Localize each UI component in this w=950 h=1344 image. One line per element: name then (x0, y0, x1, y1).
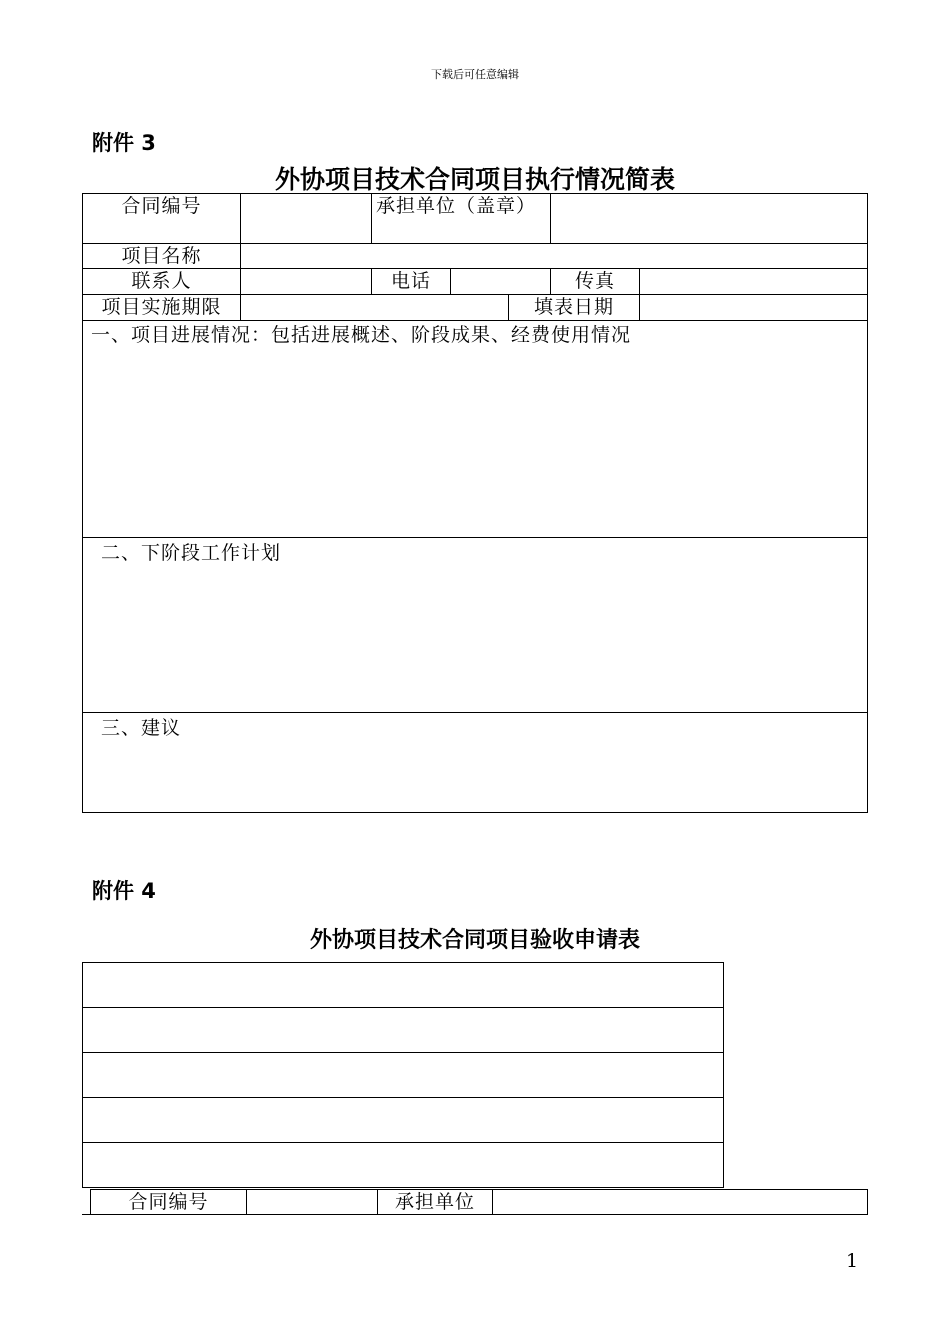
fax-value[interactable] (640, 269, 868, 295)
blank-row[interactable] (83, 1098, 724, 1143)
section-suggestions[interactable]: 三、建议 (83, 713, 868, 813)
acceptance-application-table (90, 1189, 868, 1215)
table-edge-stub (82, 1214, 90, 1215)
project-name-label: 项目名称 (83, 244, 241, 269)
acceptance-undertaker-value[interactable] (493, 1190, 868, 1215)
blank-row[interactable] (83, 1143, 724, 1188)
project-name-value[interactable] (241, 244, 868, 269)
acceptance-blank-table (82, 962, 724, 1188)
blank-row[interactable] (83, 963, 724, 1008)
annex4-label: 附件 4 (92, 879, 156, 903)
contract-no-label: 合同编号 (83, 194, 241, 244)
undertaker-value[interactable] (551, 194, 868, 244)
annex3-label: 附件 3 (92, 131, 156, 155)
acceptance-undertaker-label: 承担单位 (378, 1190, 493, 1215)
header-note: 下载后可任意编辑 (431, 68, 519, 81)
section-progress[interactable]: 一、项目进展情况：包括进展概述、阶段成果、经费使用情况 (83, 321, 868, 538)
phone-value[interactable] (451, 269, 551, 295)
contact-label: 联系人 (83, 269, 241, 295)
fill-date-label: 填表日期 (509, 295, 640, 321)
period-value[interactable] (241, 295, 509, 321)
acceptance-contract-no-value[interactable] (247, 1190, 378, 1215)
contract-no-value[interactable] (241, 194, 372, 244)
execution-summary-table (82, 193, 868, 813)
fax-label: 传真 (551, 269, 640, 295)
section-next-plan[interactable]: 二、下阶段工作计划 (83, 538, 868, 713)
contact-value[interactable] (241, 269, 372, 295)
annex3-title: 外协项目技术合同项目执行情况简表 (274, 165, 675, 194)
blank-row[interactable] (83, 1053, 724, 1098)
acceptance-contract-no-label: 合同编号 (91, 1190, 247, 1215)
undertaker-label: 承担单位（盖章） (372, 194, 551, 244)
blank-row[interactable] (83, 1008, 724, 1053)
annex4-title: 外协项目技术合同项目验收申请表 (309, 928, 640, 953)
phone-label: 电话 (372, 269, 451, 295)
period-label: 项目实施期限 (83, 295, 241, 321)
fill-date-value[interactable] (640, 295, 868, 321)
page-number: 1 (846, 1250, 859, 1272)
